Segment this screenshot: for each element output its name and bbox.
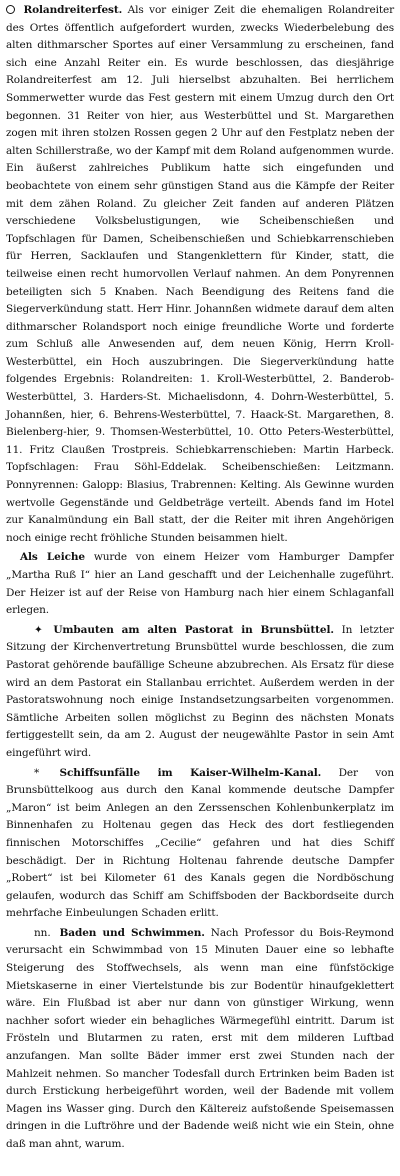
article-schiffsunfaelle: [6, 765, 394, 923]
article-leiche: [6, 549, 394, 619]
article-pastorat: [6, 622, 394, 763]
article-body: Nach Professor du Bois-Reymond verursacht ein Schwimmbad von 15 Minuten Dauer eine so lebhafte Steigerung des Stoffwechsels, als wenn man eine fünfstöckige Mietskaserne in einer Viertelstunde bis zur Bodentür hinaufgeklettert wäre. Ein Flußbad ist aber nur dann von günstiger Wirkung, wenn nachher sofort wieder ein behagliches Wärmegefühl eintritt. Darum ist Frösteln und Blutarmen zu raten, erst mit dem milderen Luftbad anzufangen. Man sollte Bäder immer erst zwei Stunden nach der Mahlzeit nehmen. So mancher Todesfall durch Ertrinken beim Baden ist durch Erstickung herbeigeführt worden, weil der Badende mit vollem Magen ins Wasser ging. Durch den Kältereiz aufstoßende Speisemassen dringen in die Luftröhre und der Badende weiß nicht wie ein Stein, ohne daß man ahnt, warum.: [6, 926, 395, 1150]
article-rolandreiterfest: [6, 2, 394, 547]
article-baden: [6, 925, 394, 1154]
article-body: Als vor einiger Zeit die ehemaligen Rolandreiter des Ortes öffentlich aufgefordert wurden, zwecks Wiederbelebung des alten dithmarscher Sportes auf einer Versammlung zu erscheinen, fand sich eine Anzahl Reiter ein. Es wurde beschlossen, das diesjährige Rolandreiterfest am 12. Juli hierselbst abzuhalten. Bei herrlichem Sommerwetter wurde das Fest gestern mit einem Umzug durch den Ort begonnen. 31 Reiter von hier, aus Westerbüttel und St. Margarethen zogen mit ihren stolzen Rossen gegen 2 Uhr auf den Festplatz neben der alten Schillerstraße, wo der Kampf mit dem Roland aufgenommen wurde. Ein äußerst zahlreiches Publikum hatte sich eingefunden und beobachtete von einem sehr günstigen Stand aus die Kämpfe der Reiter mit dem zähen Roland. Zu gleicher Zeit fanden auf anderen Plätzen verschiedene Volksbelustigungen, wie Scheibenschießen und Topfschlagen für Damen, Scheibenschießen und Schiebkarrenschieben für Herren, Sacklaufen und Stangenklettern für Kinder, statt, die teilweise einen recht humorvollen Verlauf nahmen. An dem Ponyrennen beteiligten sich 5 Knaben. Nach Beendigung des Reitens fand die Siegerverkündung statt. Herr Hinr. Johannßen widmete darauf dem alten dithmarscher Rolandsport noch einige freundliche Worte und forderte zum Schluß alle Anwesenden auf, dem neuen König, Herrn Kroll-Westerbüttel, ein Hoch auszubringen. Die Siegerverkündung hatte folgendes Ergebnis: Rolandreiten: 1. Kroll-Westerbüttel, 2. Banderob-Westerbüttel, 3. Harders-St. Michaelisdonn, 4. Dohrn-Westerbüttel, 5. Johannßen, hier, 6. Behrens-Westerbüttel, 7. Haack-St. Margarethen, 8. Bielenberg-hier, 9. Thomsen-Westerbüttel, 10. Otto Peters-Westerbüttel, 11. Fritz Claußen Trostpreis. Schiebkarrenschieben: Martin Harbeck. Topfschlagen: Frau Söhl-Eddelak. Scheibenschießen: Leitzmann. Ponnyrennen: Galopp: Blasius, Trabrennen: Kelting. Als Gewinne wurden wertvolle Gegenstände und Geldbeträge verteilt. Abends fand im Hotel zur Kanalmündung ein Ball statt, der die Reiter mit ihren Angehörigen noch einige recht fröhliche Stunden beisammen hielt.: [6, 4, 394, 544]
asterisk-marker-icon: *: [34, 766, 40, 779]
article-title: Umbauten am alten Pastorat in Brunsbüttel.: [53, 623, 334, 636]
article-title: Rolandreiterfest.: [23, 4, 123, 16]
article-title: Als Leiche: [20, 551, 86, 564]
author-marker: nn.: [34, 926, 51, 939]
article-body: wurde von einem Heizer vom Hamburger Dampfer „Martha Ruß I“ hier an Land geschafft und der Leichenhalle zugeführt. Der Heizer ist auf der Reise von Hamburg nach hier einem Schlaganfall erlegen.: [6, 551, 394, 617]
article-title: Baden und Schwimmen.: [59, 926, 205, 939]
article-body: Der von Brunsbüttelkoog aus durch den Kanal kommende deutsche Dampfer „Maron“ ist beim Anlegen an den Zerssenschen Kohlenbunkerplatz im Binnenhafen zu Holtenau gegen das Heck des dort festliegenden finnischen Motorschiffes „Cecilie“ gefahren und hat dies Schiff beschädigt. Der in Richtung Holtenau fahrende deutsche Dampfer „Robert“ ist bei Kilometer 61 des Kanals gegen die Nordböschung gelaufen, wodurch das Schiff am Schiffsboden der Backbordseite durch mehrfache Einbeulungen Schaden erlitt.: [6, 766, 395, 920]
circle-marker-icon: [6, 5, 15, 14]
article-title: Schiffsunfälle im Kaiser-Wilhelm-Kanal.: [59, 766, 322, 779]
diamond-marker-icon: ✦: [34, 623, 43, 636]
article-body: In letzter Sitzung der Kirchenvertretung Brunsbüttel wurde beschlossen, die zum Pastorat gehörende baufällige Scheune abzubrechen. Als Ersatz für diese wird an dem Pastorat ein Stallanbau errichtet. Außerdem werden in der Pastoratswohnung noch einige Instandsetzungsarbeiten vorgenommen. Sämtliche Arbeiten sollen möglichst zu Beginn des nächsten Monats fertiggestellt sein, da am 2. August der neugewählte Pastor in sein Amt eingeführt wird.: [6, 623, 394, 759]
